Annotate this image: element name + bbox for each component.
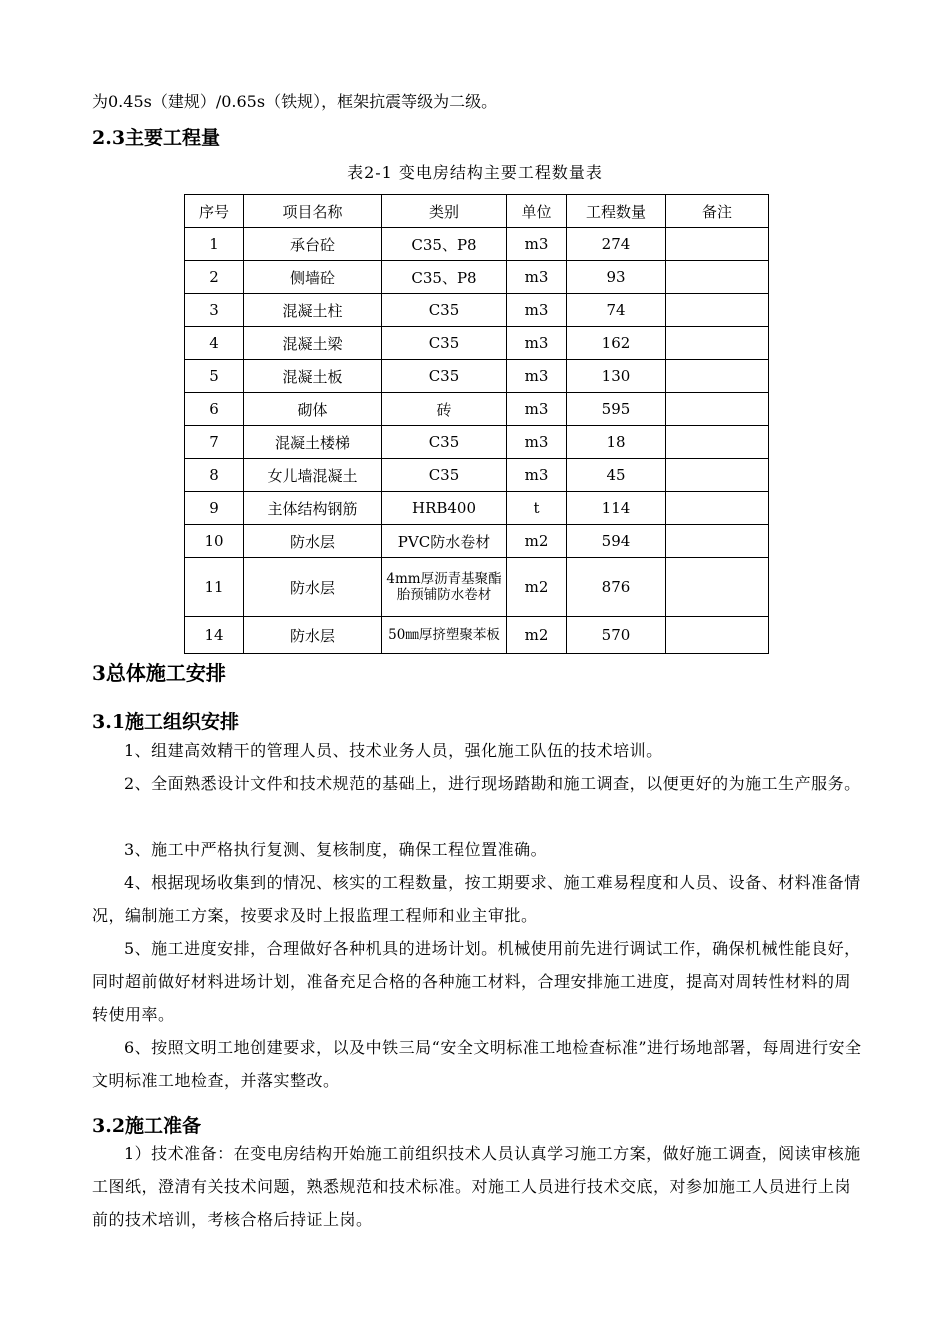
cell-unit: m2 xyxy=(507,558,567,617)
header-seq: 序号 xyxy=(185,195,244,228)
cell-unit: m3 xyxy=(507,360,567,393)
cell-quantity: 570 xyxy=(567,617,666,654)
table-caption: 表2-1 变电房结构主要工程数量表 xyxy=(347,163,603,182)
paragraph-3-1-item-4: 4、根据现场收集到的情况、核实的工程数量，按工期要求、施工难易程度和人员、设备、材料准备情况，编制施工方案，按要求及时上报监理工程师和业主审批。 xyxy=(92,873,861,925)
cell-seq: 5 xyxy=(185,360,244,393)
cell-category: PVC防水卷材 xyxy=(382,525,507,558)
cell-unit: m2 xyxy=(507,525,567,558)
cell-remarks xyxy=(666,426,769,459)
quantity-table xyxy=(184,194,769,654)
cell-category: C35 xyxy=(382,327,507,360)
cell-seq: 4 xyxy=(185,327,244,360)
cell-item: 混凝土楼梯 xyxy=(244,426,382,459)
cell-item: 防水层 xyxy=(244,617,382,654)
cell-category: C35 xyxy=(382,360,507,393)
cell-seq: 2 xyxy=(185,261,244,294)
cell-unit: m2 xyxy=(507,617,567,654)
cell-unit: m3 xyxy=(507,393,567,426)
cell-unit: m3 xyxy=(507,426,567,459)
cell-quantity: 274 xyxy=(567,228,666,261)
paragraph-3-1-item-2: 2、全面熟悉设计文件和技术规范的基础上，进行现场踏勘和施工调查，以便更好的为施工生产服务。 xyxy=(124,774,861,793)
heading-2-3: 2.3主要工程量 xyxy=(92,127,221,149)
paragraph-3-1-item-3: 3、施工中严格执行复测、复核制度，确保工程位置准确。 xyxy=(124,840,548,859)
table-row xyxy=(185,228,769,261)
cell-unit: m3 xyxy=(507,261,567,294)
cell-item: 防水层 xyxy=(244,558,382,617)
cell-quantity: 162 xyxy=(567,327,666,360)
header-quantity: 工程数量 xyxy=(567,195,666,228)
header-category: 类别 xyxy=(382,195,507,228)
header-remarks: 备注 xyxy=(666,195,769,228)
header-unit: 单位 xyxy=(507,195,567,228)
cell-seq: 7 xyxy=(185,426,244,459)
table-row xyxy=(185,426,769,459)
intro-line: 为0.45s（建规）/0.65s（铁规），框架抗震等级为二级。 xyxy=(92,92,498,111)
cell-remarks xyxy=(666,393,769,426)
cell-unit: t xyxy=(507,492,567,525)
cell-remarks xyxy=(666,492,769,525)
paragraph-3-1-item-1: 1、组建高效精干的管理人员、技术业务人员，强化施工队伍的技术培训。 xyxy=(124,741,663,760)
cell-category: 砖 xyxy=(382,393,507,426)
table-row xyxy=(185,261,769,294)
table-row xyxy=(185,327,769,360)
cell-quantity: 130 xyxy=(567,360,666,393)
cell-quantity: 93 xyxy=(567,261,666,294)
heading-3: 3总体施工安排 xyxy=(92,661,226,685)
cell-quantity: 594 xyxy=(567,525,666,558)
paragraph-3-1-item-6: 6、按照文明工地创建要求，以及中铁三局“安全文明标准工地检查标准”进行场地部署，每周进行安全文明标准工地检查，并落实整改。 xyxy=(92,1038,862,1090)
cell-category: C35 xyxy=(382,426,507,459)
cell-category: C35 xyxy=(382,294,507,327)
cell-item: 承台砼 xyxy=(244,228,382,261)
cell-unit: m3 xyxy=(507,459,567,492)
heading-3-2: 3.2施工准备 xyxy=(92,1115,202,1137)
cell-quantity: 876 xyxy=(567,558,666,617)
cell-category: C35、P8 xyxy=(382,261,507,294)
cell-seq: 9 xyxy=(185,492,244,525)
table-row xyxy=(185,492,769,525)
cell-category: HRB400 xyxy=(382,492,507,525)
cell-seq: 6 xyxy=(185,393,244,426)
table-row xyxy=(185,294,769,327)
table-row xyxy=(185,459,769,492)
cell-remarks xyxy=(666,558,769,617)
paragraph-3-2-item-1: 1）技术准备：在变电房结构开始施工前组织技术人员认真学习施工方案，做好施工调查，阅读审核施工图纸，澄清有关技术问题，熟悉规范和技术标准。对施工人员进行技术交底，对参加施工人员进行上岗前的技术培训，考核合格后持证上岗。 xyxy=(92,1144,861,1229)
cell-category: C35、P8 xyxy=(382,228,507,261)
table-row xyxy=(185,393,769,426)
heading-3-1: 3.1施工组织安排 xyxy=(92,711,240,733)
cell-seq: 8 xyxy=(185,459,244,492)
cell-remarks xyxy=(666,327,769,360)
table-header-row xyxy=(185,195,769,228)
cell-category: 4mm厚沥青基聚酯胎预铺防水卷材 xyxy=(382,558,507,617)
cell-unit: m3 xyxy=(507,327,567,360)
cell-item: 混凝土梁 xyxy=(244,327,382,360)
cell-remarks xyxy=(666,360,769,393)
cell-unit: m3 xyxy=(507,228,567,261)
cell-remarks xyxy=(666,617,769,654)
cell-unit: m3 xyxy=(507,294,567,327)
cell-category: C35 xyxy=(382,459,507,492)
table-row xyxy=(185,525,769,558)
cell-quantity: 45 xyxy=(567,459,666,492)
cell-remarks xyxy=(666,459,769,492)
table-row xyxy=(185,558,769,617)
cell-category: 50㎜厚挤塑聚苯板 xyxy=(382,617,507,654)
cell-item: 砌体 xyxy=(244,393,382,426)
cell-quantity: 74 xyxy=(567,294,666,327)
cell-remarks xyxy=(666,525,769,558)
table-row xyxy=(185,617,769,654)
cell-item: 混凝土板 xyxy=(244,360,382,393)
cell-quantity: 18 xyxy=(567,426,666,459)
cell-quantity: 595 xyxy=(567,393,666,426)
cell-seq: 11 xyxy=(185,558,244,617)
cell-quantity: 114 xyxy=(567,492,666,525)
cell-remarks xyxy=(666,294,769,327)
paragraph-3-1-item-5: 5、施工进度安排，合理做好各种机具的进场计划。机械使用前先进行调试工作，确保机械性能良好，同时超前做好材料进场计划，准备充足合格的各种施工材料，合理安排施工进度，提高对周转性材料的周转使用率。 xyxy=(92,939,861,1024)
cell-item: 主体结构钢筋 xyxy=(244,492,382,525)
cell-item: 混凝土柱 xyxy=(244,294,382,327)
cell-remarks xyxy=(666,228,769,261)
cell-item: 女儿墙混凝土 xyxy=(244,459,382,492)
table-row xyxy=(185,360,769,393)
cell-item: 侧墙砼 xyxy=(244,261,382,294)
cell-remarks xyxy=(666,261,769,294)
cell-seq: 10 xyxy=(185,525,244,558)
cell-item: 防水层 xyxy=(244,525,382,558)
cell-seq: 1 xyxy=(185,228,244,261)
cell-seq: 14 xyxy=(185,617,244,654)
header-item-name: 项目名称 xyxy=(244,195,382,228)
cell-seq: 3 xyxy=(185,294,244,327)
